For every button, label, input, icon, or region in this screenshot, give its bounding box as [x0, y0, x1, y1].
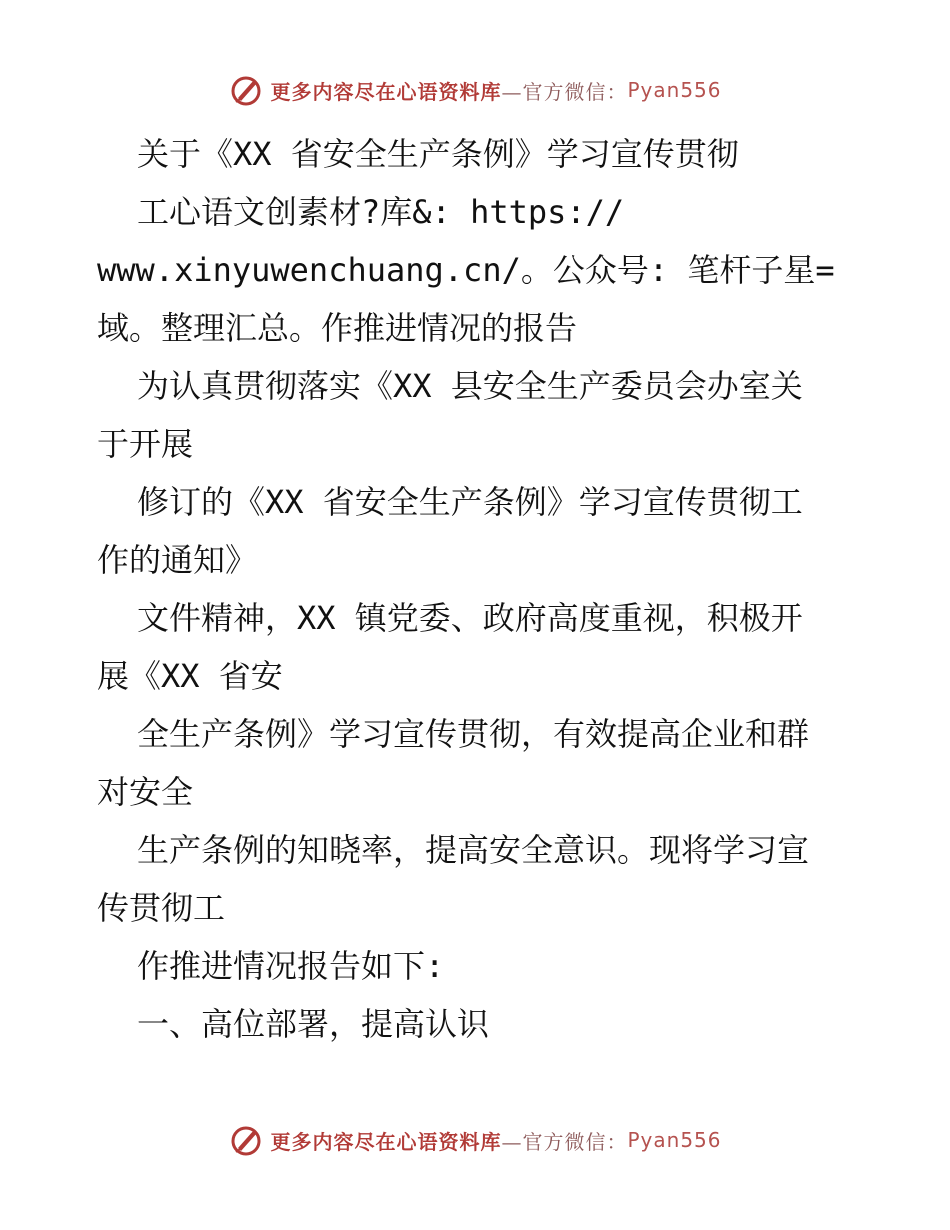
section-heading: 一、高位部署，提高认识 [137, 1005, 490, 1043]
doc-line: 修订的《XX 省安全生产条例》学习宣传贯彻工 [137, 483, 803, 521]
brush-logo-icon [228, 72, 264, 108]
banner-separator-text: —官方微信： [501, 1129, 628, 1154]
document-body [97, 125, 857, 1053]
doc-line: 工心语文创素材?库&: https:// [137, 193, 625, 231]
header-banner [0, 70, 950, 110]
banner-wechat-id: Pyan556 [627, 78, 722, 102]
footer-banner [0, 1120, 950, 1160]
doc-line: 文件精神，XX 镇党委、政府高度重视，积极开 [137, 599, 803, 637]
doc-line: 为认真贯彻落实《XX 县安全生产委员会办室关 [137, 367, 803, 405]
brush-logo-icon [228, 1122, 264, 1158]
doc-line: 展《XX 省安 [97, 657, 283, 695]
doc-line: www.xinyuwenchuang.cn/。公众号: 笔杆子星= [97, 251, 835, 289]
doc-line: 对安全 [97, 773, 194, 811]
doc-line: 作的通知》 [97, 541, 258, 579]
doc-line: 全生产条例》学习宣传贯彻，有效提高企业和群 [137, 715, 810, 753]
doc-line: 域。整理汇总。作推进情况的报告 [97, 309, 578, 347]
banner-wechat-id: Pyan556 [627, 1128, 722, 1152]
banner-main-text: 更多内容尽在心语资料库 [270, 1129, 502, 1154]
doc-line: 作推进情况报告如下: [137, 947, 445, 985]
banner-separator-text: —官方微信： [501, 79, 628, 104]
banner-main-text: 更多内容尽在心语资料库 [270, 79, 502, 104]
doc-line: 关于《XX 省安全生产条例》学习宣传贯彻 [137, 135, 739, 173]
doc-line: 于开展 [97, 425, 194, 463]
doc-line: 传贯彻工 [97, 889, 226, 927]
doc-line: 生产条例的知晓率，提高安全意识。现将学习宣 [137, 831, 810, 869]
